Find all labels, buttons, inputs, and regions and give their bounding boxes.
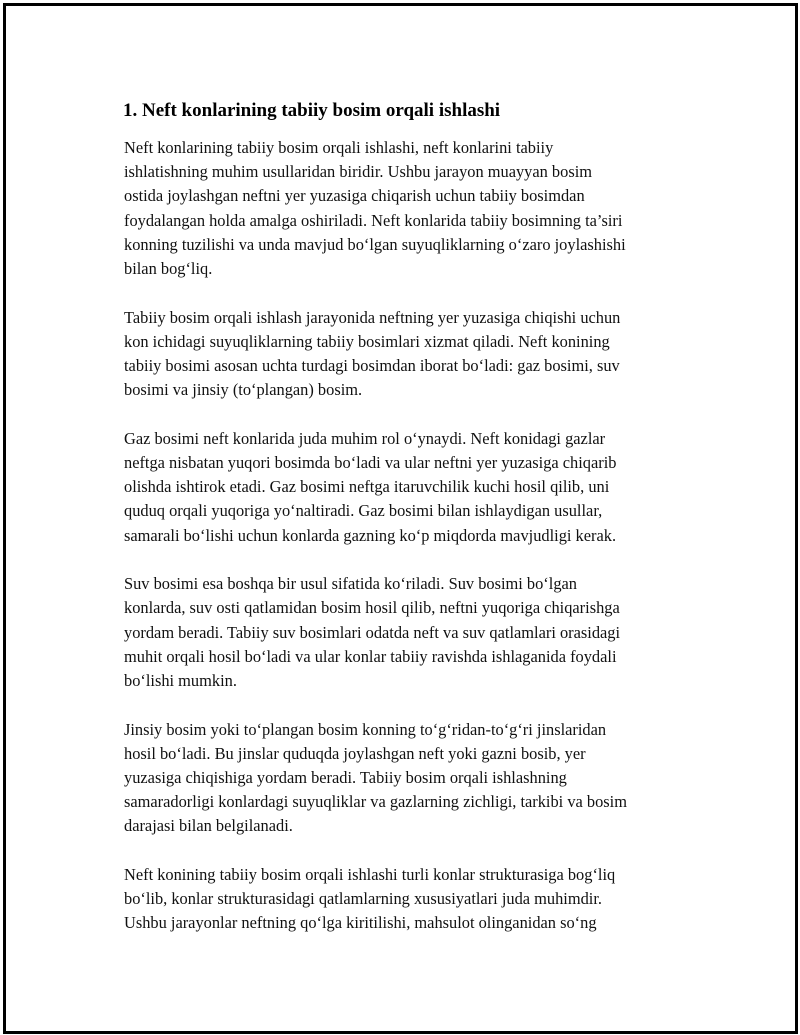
paragraph-4: Suv bosimi esa boshqa bir usul sifatida ko‘riladi. Suv bosimi bo‘lgan konlarda, suv osti qatlamidan bosim hosil qilib, neftni yuqoriga chiqarishga yordam beradi. Tabiiy suv bosimlari odatda neft va suv qatlamlari orasidagi muhit orqali hosil bo‘ladi va ular konlar tabiiy ravishda ishlaganida foydali bo‘lishi mumkin. — [124, 574, 621, 691]
document-body — [121, 98, 696, 960]
paragraph-6: Neft konining tabiiy bosim orqali ishlashi turli konlar strukturasiga bog‘liq bo‘lib, konlar strukturasidagi qatlamlarning xususiyatlari juda muhimdir. Ushbu jarayonlar neftning qo‘lga kiritilishi, mahsulot olinganidan so‘ng — [124, 865, 616, 933]
page-frame — [3, 3, 798, 1034]
paragraph-3: Gaz bosimi neft konlarida juda muhim rol o‘ynaydi. Neft konidagi gazlar neftga nisbatan yuqori bosimda bo‘ladi va ular neftni yer yuzasiga chiqarib olishda ishtirok etadi. Gaz bosimi neftga itaruvchilik kuchi hosil qilib, uni quduq orqali yuqoriga yo‘naltiradi. Gaz bosimi bilan ishlaydigan usullar, samarali bo‘lishi uchun konlarda gazning ko‘p miqdorda mavjudligi kerak. — [124, 428, 617, 545]
paragraph-2: Tabiiy bosim orqali ishlash jarayonida neftning yer yuzasiga chiqishi uchun kon ichidagi suyuqliklarning tabiiy bosimlari xizmat qiladi. Neft konining tabiiy bosimi asosan uchta turdagi bosimdan iborat bo‘ladi: gaz bosimi, suv bosimi va jinsiy (to‘plangan) bosim. — [124, 307, 621, 400]
section-heading: 1. Neft konlarining tabiiy bosim orqali ishlashi — [123, 100, 501, 121]
paragraph-1: Neft konlarining tabiiy bosim orqali ishlashi, neft konlarini tabiiy ishlatishning muhim usullaridan biridir. Ushbu jarayon muayyan bosim ostida joylashgan neftni yer yuzasiga chiqarish uchun tabiiy bosimdan foydalangan holda amalga oshiriladi. Neft konlarida tabiiy bosimning ta’siri konning tuzilishi va unda mavjud bo‘lgan suyuqliklarning o‘zaro joylashishi bilan bog‘liq. — [124, 138, 626, 279]
paragraph-5: Jinsiy bosim yoki to‘plangan bosim konning to‘g‘ridan-to‘g‘ri jinslaridan hosil bo‘ladi. Bu jinslar quduqda joylashgan neft yoki gazni bosib, yer yuzasiga chiqishiga yordam beradi. Tabiiy bosim orqali ishlashning samaradorligi konlardagi suyuqliklar va gazlarning zichligi, tarkibi va bosim darajasi bilan belgilanadi. — [124, 719, 627, 836]
